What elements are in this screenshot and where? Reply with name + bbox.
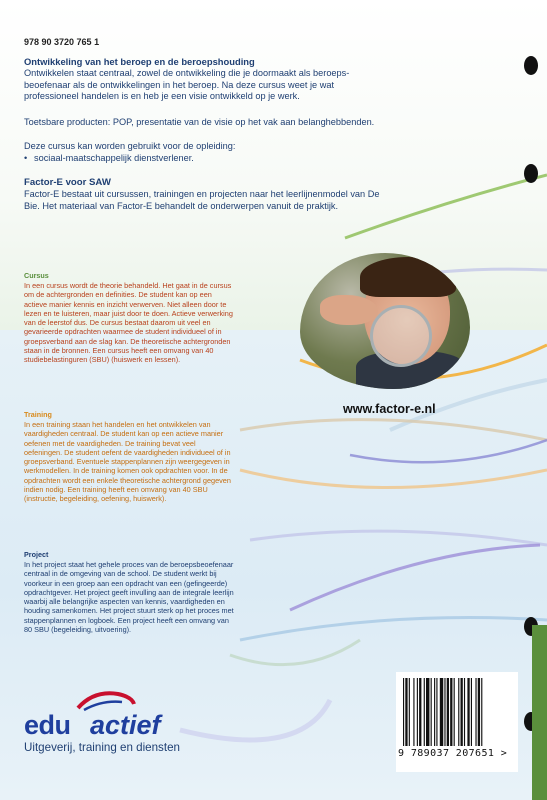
project-text: In het project staat het gehele proces van de beroepsbeoefenaar centraal in de omgeving van de school. De student werkt bij voorkeur in een groep aan een opdracht van een (gefingeerde) opdrachtgever. Het project geeft invulling aan de integrale leerlijn waarbij alle belangrijke aspecten van kennis, vaardigheden en houding samenkomen. Het project stuurt sterk op het proces met stappenplannen en logboek. Een project heeft een omvang van 80 SBU (begeleiding, uitvoering). — [24, 560, 234, 635]
barcode-bar — [461, 678, 463, 746]
cursus-text: In een cursus wordt de theorie behandeld. Het gaat in de cursus om de achtergronden en definities. De student kan op een actieve manier kennis en inzicht verwerven. Niet alleen door te lezen en te luisteren, maar juist door te doen. Actieve verwerking van de leerstof dus. De cursus bestaat daarom uit veel en gevarieerde opdrachten waarmee de student individueel of in groepsverband aan de slag kan. De theoretische achtergronden staan in de bronnen. Een cursus heeft een omvang van 40 studiebelastinguren (SBU) (huiswerk en lessen). — [24, 281, 233, 365]
usage-line: Deze cursus kan worden gebruikt voor de opleiding: — [24, 141, 236, 151]
intro-paragraph: Ontwikkelen staat centraal, zowel de ontwikkeling die je doormaakt als beroeps-beoefenaar als de ontwikkelingen in het beroep. Na deze cursus weet je wat professioneel handelen is en heb je een visie ontwikkeld op je werk. — [24, 68, 350, 102]
barcode-bar — [440, 678, 443, 746]
project-label: Project — [24, 550, 49, 559]
barcode-number: 9 789037 207651 > — [398, 748, 508, 759]
isbn: 978 90 3720 765 1 — [24, 37, 100, 47]
toetsbare-producten: Toetsbare producten: POP, presentatie van de visie op het vak aan belanghebbenden. — [24, 117, 375, 127]
barcode-bar — [464, 678, 465, 746]
barcode-bar — [405, 678, 407, 746]
barcode-bar — [434, 678, 435, 746]
barcode-bar — [447, 678, 449, 746]
barcode-bar — [417, 678, 418, 746]
barcode-bar — [413, 678, 414, 746]
photo-hand — [320, 295, 378, 325]
barcode-bar — [450, 678, 452, 746]
barcode-bar — [454, 678, 455, 746]
intro-heading: Ontwikkeling van het beroep en de beroepshouding — [24, 56, 255, 67]
binder-hole — [524, 164, 538, 183]
barcode-bar — [424, 678, 425, 746]
barcode-bar — [478, 678, 480, 746]
factor-heading: Factor-E voor SAW — [24, 177, 111, 188]
binder-hole — [524, 56, 538, 75]
barcode-bar — [431, 678, 432, 746]
photo-hair — [360, 257, 456, 297]
barcode-bars — [403, 678, 513, 746]
bullet-icon: • — [24, 153, 28, 163]
barcode-bar — [436, 678, 437, 746]
barcode-bar — [419, 678, 421, 746]
barcode-bar — [444, 678, 445, 746]
green-edge-tab — [532, 625, 547, 800]
logo-tagline: Uitgeverij, training en diensten — [24, 741, 180, 754]
barcode-bar — [475, 678, 476, 746]
training-text: In een training staan het handelen en het ontwikkelen van vaardigheden centraal. De student kan op een actieve manier oefenen met de vaardigheden. De training bevat veel oefeningen. De student oefent de vaardigheden individueel of in groepsverband. Eventuele stappenplannen zijn weergegeven in werkmodellen. In de training komen ook opdrachten voor. In de opdrachten wordt een enkele theoretische achtergrond gegeven indien nodig. Een training heeft een omvang van 40 SBU (instructie, begeleiding, oefening, huiswerk). — [24, 420, 231, 504]
logo-actief: actief — [90, 710, 161, 740]
training-label: Training — [24, 410, 52, 419]
barcode-bar — [426, 678, 429, 746]
magnifying-glass-icon — [370, 305, 432, 367]
logo-edu: edu — [24, 710, 71, 740]
barcode-bar — [467, 678, 469, 746]
bullet-text: sociaal-maatschappelijk dienstverlener. — [34, 153, 194, 163]
eduactief-logo — [24, 688, 194, 753]
cursus-label: Cursus — [24, 271, 49, 280]
barcode-bar — [458, 678, 459, 746]
factor-paragraph: Factor-E bestaat uit cursussen, trainingen en projecten naar het leerlijnenmodel van De Bie. Het materiaal van Factor-E behandelt de onderwerpen vanuit de praktijk. — [24, 189, 380, 211]
barcode-bar — [471, 678, 472, 746]
website-url[interactable]: www.factor-e.nl — [343, 402, 436, 416]
barcode-bar — [481, 678, 482, 746]
barcode-bar — [409, 678, 410, 746]
opleiding-bullet — [24, 153, 194, 165]
barcode-bar — [403, 678, 404, 746]
isbn-barcode — [396, 672, 518, 772]
